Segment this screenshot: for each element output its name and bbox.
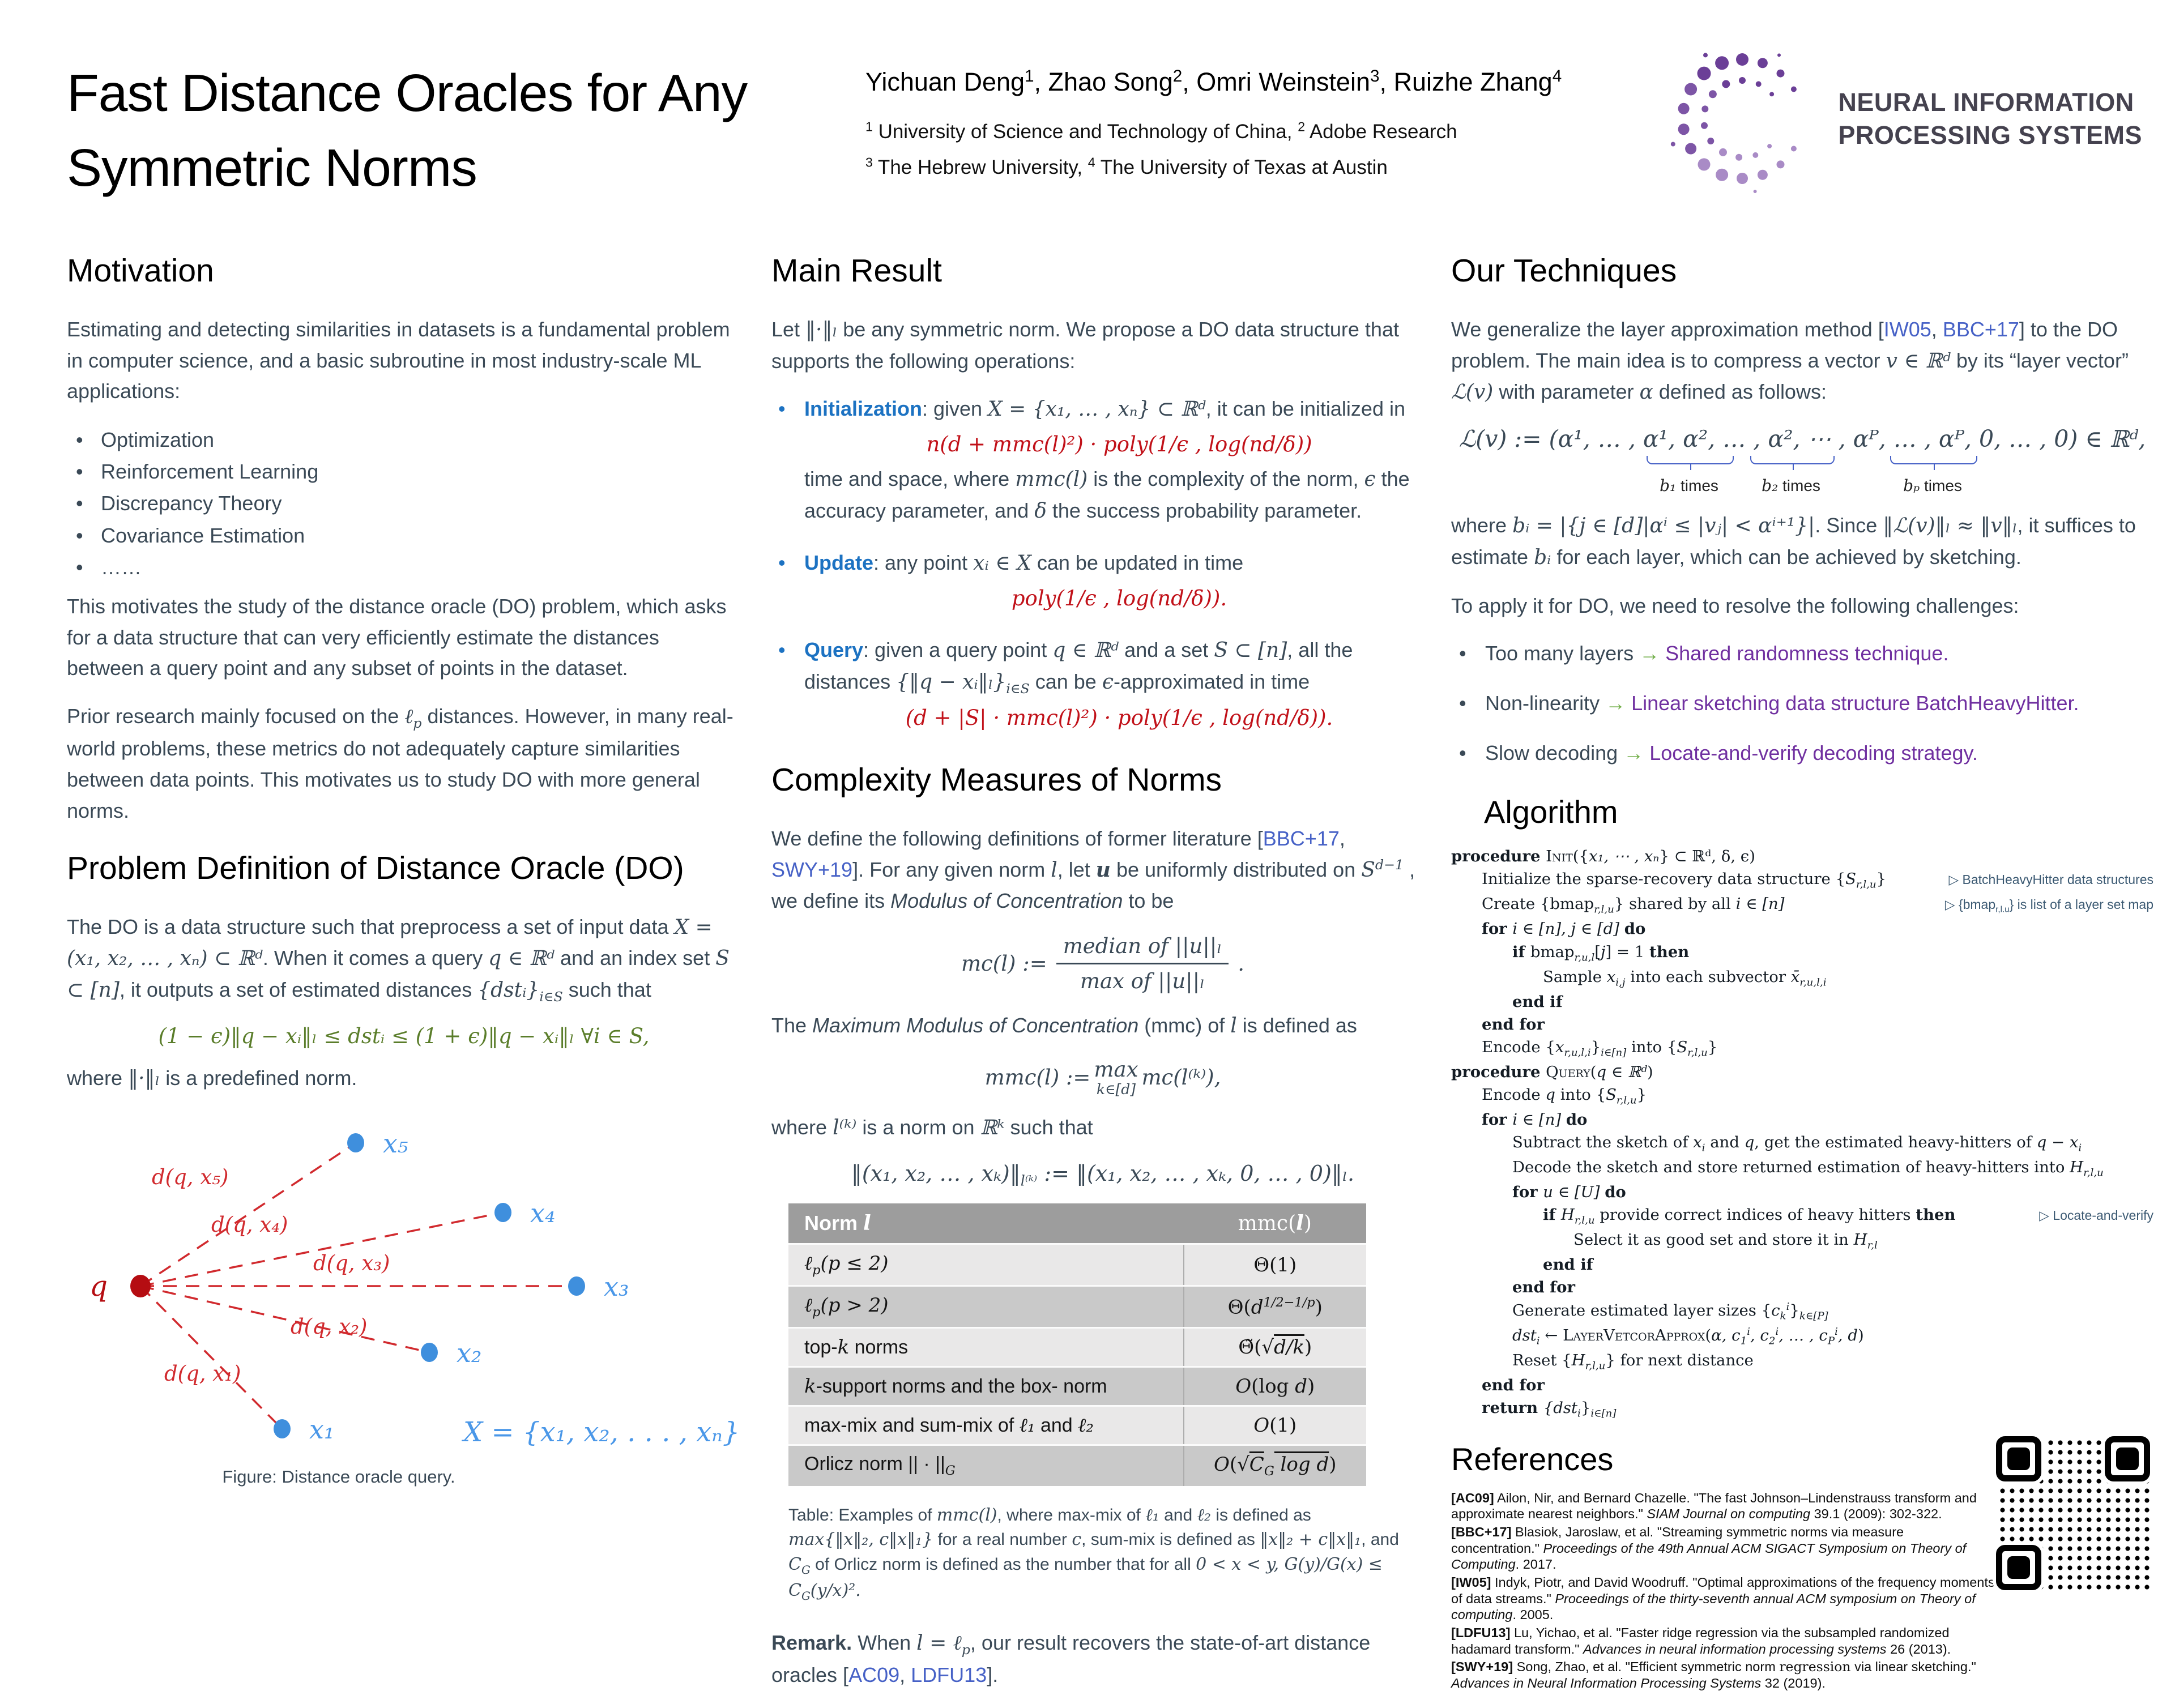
algorithm-line: end for: [1512, 1278, 1575, 1297]
mc-fraction-equation: [771, 934, 1434, 993]
poster-title-line2: Symmetric Norms: [67, 138, 477, 198]
underbrace-label-bp: bₚ times: [1903, 476, 1962, 496]
data-point-x2: [421, 1343, 438, 1362]
update-text: Update: any point xᵢ ∈ X can be updated in time: [804, 550, 1244, 575]
mmc-lhs: mmc(l) :=: [984, 1065, 1091, 1090]
underbrace-bp: [1890, 456, 1977, 464]
algorithm-line: procedure Query(q ∈ ℝᵈ): [1451, 1062, 1653, 1081]
citation-link[interactable]: SWY+19: [771, 857, 853, 881]
norm-cell: k-support norms and the box- norm: [788, 1367, 1184, 1406]
problem-definition-paragraph: The DO is a data structure such that preprocess a set of input data X = (x₁, x₂, … , xₙ) ⊂ ℝᵈ. When it comes a query q ∈ ℝᵈ and an index set S ⊂ [n], it outputs a set of estimated distances $\{dstᵢ\}_{i\in S}$ such that: [67, 915, 730, 1005]
complexity-heading: Complexity Measures of Norms: [771, 762, 1222, 799]
references-heading: References: [1451, 1441, 1614, 1477]
neurips-logo-icon: [1654, 34, 1830, 204]
update-cost-formula: poly(1/ϵ , log(nd/δ)).: [1011, 586, 1227, 610]
mc-numerator: median of ||u||ₗ: [1056, 934, 1229, 964]
table-row: [788, 1327, 1366, 1367]
citation-link[interactable]: AC09: [848, 1663, 900, 1687]
algorithm-line: return $\{dst_i\}_{i\in[n]}$: [1482, 1398, 1617, 1420]
algorithm-line: Initialize the sparse-recovery data structure $\{S_{r,l,u}\}$ ▷ BatchHeavyHitter data structures: [1482, 870, 2153, 891]
complexity-paragraph-1: We define the following definitions of former literature [BBC+17, SWY+19]. For any given norm l, let u be uniformly distributed on $S^{d-1}$ , we define its Modulus of Concentration to be: [771, 827, 1415, 913]
query-cost-formula: (d + |S| · mmc(l)²) · poly(1/ϵ , log(nd/δ)).: [905, 705, 1333, 730]
logo-line1: NEURAL INFORMATION: [1838, 88, 2134, 117]
distance-label-x3: d(q, x₃): [313, 1251, 390, 1275]
max-operator: [1094, 1059, 1138, 1096]
algorithm-comment: ▷ {bmap$_{r,l.u}$} is list of a layer set map: [1944, 897, 2153, 915]
algorithm-line: Decode the sketch and store returned estimation of heavy-hitters into $H_{r,l,u}$: [1512, 1158, 2104, 1179]
challenges-list: [1451, 638, 2153, 768]
motivation-paragraph-3: Prior research mainly focused on the ℓ$_p$ distances. However, in many real-world problems, these metrics do not adequately capture similarities between data points. This motivates us to study DO with more general norms.: [67, 704, 733, 822]
techniques-paragraph-2: where bᵢ = |{j ∈ [d]|αⁱ ≤ |vⱼ| < αⁱ⁺¹}|. Since ‖ℒ(v)‖ₗ ≈ ‖v‖ₗ, it suffices to estimate bᵢ for each layer, which can be achieved by sketching.: [1451, 514, 2136, 569]
mmc-cell: O(1): [1184, 1406, 1366, 1445]
algorithm-line: for i ∈ [n] do: [1482, 1111, 1588, 1129]
algorithm-comment: ▷ BatchHeavyHitter data structures: [1948, 872, 2153, 887]
reference-item: [SWY+19] Song, Zhao, et al. "Efficient symmetric norm regression via linear sketching." Advances in Neural Information Processing Systems 32 (2019).: [1451, 1659, 1976, 1690]
list-item: • Discrepancy Theory: [67, 488, 741, 519]
problem-definition-closing: where ‖·‖ₗ is a predefined norm.: [67, 1066, 357, 1091]
list-item: • Optimization: [67, 424, 741, 456]
algorithm-line: Encode q into $\{S_{r,l,u}\}$: [1482, 1086, 1647, 1107]
query-point: [130, 1275, 151, 1297]
left-column: [67, 252, 741, 1487]
mmc-rhs: mc(l⁽ᵏ⁾),: [1141, 1065, 1221, 1090]
distance-label-x4: d(q, x₄): [211, 1212, 288, 1237]
techniques-paragraph-3: To apply it for DO, we need to resolve the following challenges:: [1451, 593, 2019, 617]
mc-denominator: max of ||u||ₗ: [1080, 969, 1205, 994]
algorithm-line: Encode $\{x_{r,u,l,i}\}_{i\in[n]}$ into $\{S_{r,l,u}\}$: [1482, 1037, 1718, 1059]
table-header-norm: Norm l: [788, 1203, 1184, 1244]
mmc-cell: Θ̃(√d/k): [1184, 1327, 1366, 1367]
motivation-paragraph-2: This motivates the study of the distance oracle (DO) problem, which asks for a data structure that can very efficiently estimate the distances between a query point and any subset of points in the dataset.: [67, 594, 727, 680]
citation-link[interactable]: LDFU13: [911, 1663, 987, 1687]
table-header-mmc: mmc(l): [1184, 1203, 1366, 1244]
algorithm-line: for u ∈ [U] do: [1512, 1183, 1626, 1202]
challenge-item: • Non-linearity → Linear sketching data structure BatchHeavyHitter.: [1451, 688, 2153, 719]
point-label-x1: x₁: [309, 1414, 335, 1445]
algorithm-line: Reset $\{H_{r,l,u}\}$ for next distance: [1512, 1351, 1754, 1372]
complexity-paragraph-3: where l⁽ᵏ⁾ is a norm on ℝᵏ such that: [771, 1115, 1093, 1139]
mmc-equation: [771, 1059, 1434, 1096]
algorithm-pseudocode: [1451, 845, 2153, 1421]
qr-code: [1996, 1436, 2150, 1590]
table-row: [788, 1244, 1366, 1286]
distance-oracle-figure: [67, 1112, 741, 1487]
mc-fraction: [1056, 934, 1229, 993]
norm-cell: ℓ$_p$(p ≤ 2): [788, 1244, 1184, 1286]
citation-link[interactable]: BBC+17: [1942, 318, 2019, 341]
main-result-intro: Let ‖·‖ₗ be any symmetric norm. We propose a DO data structure that supports the following operations:: [771, 318, 1399, 373]
initialization-tail: time and space, where mmc(l) is the complexity of the norm, ϵ the accuracy parameter, and δ the success probability parameter.: [804, 467, 1410, 523]
table-row: [788, 1286, 1366, 1328]
algorithm-line: Sample $x_{i,j}$ into each subvector $x̄_{r,u,l,i}$: [1543, 967, 1827, 989]
challenge-item: • Slow decoding → Locate-and-verify decoding strategy.: [1451, 738, 2153, 768]
max-subscript: k∈[d]: [1096, 1081, 1136, 1098]
algorithm-line: for i ∈ [n], j ∈ [d] do: [1482, 920, 1646, 938]
reference-item: [BBC+17] Blasiok, Jaroslaw, et al. "Streaming symmetric norms via measure concentration." Proceedings of the 49th Annual ACM SIGACT Symposium on Theory of Computing. 2017.: [1451, 1525, 1967, 1572]
algorithm-comment: ▷ Locate-and-verify: [2039, 1208, 2153, 1223]
distance-label-x1: d(q, x₁): [164, 1361, 241, 1386]
algorithm-line: Create {bmap$_{r,l,u}$} shared by all i ∈ [n] ▷ {bmap$_{r,l.u}$} is list of a layer set map: [1482, 895, 2153, 916]
algorithm-line: end if: [1512, 992, 1563, 1011]
mmc-cell: $O(√C_G$ log d): [1184, 1445, 1366, 1485]
algorithm-line: end for: [1482, 1015, 1545, 1034]
list-item: • Covariance Estimation: [67, 520, 741, 552]
underbrace-b1: [1647, 456, 1734, 464]
table-row: [788, 1445, 1366, 1485]
neurips-logo: [1654, 34, 2142, 204]
mmc-cell: O(log d): [1184, 1367, 1366, 1406]
norm-cell: ℓ$_p$(p > 2): [788, 1286, 1184, 1328]
authors-line: Yichuan Deng$^1$, Zhao Song$^2$, Omri Weinstein$^3$, Ruizhe Zhang$^4$: [865, 67, 1562, 96]
approximation-guarantee-equation: (1 − ϵ)‖q − xᵢ‖ₗ ≤ dstᵢ ≤ (1 + ϵ)‖q − xᵢ‖ₗ ∀i ∈ S,: [158, 1024, 650, 1049]
poster-title-line1: Fast Distance Oracles for Any: [67, 63, 748, 122]
bullet-update: [771, 548, 1434, 614]
restricted-norm-equation: ‖(x₁, x₂, … , $x_k)‖_{l^(ᵏ^)}$ := ‖(x₁, x₂, … , xₖ, 0, … , 0)‖ₗ.: [851, 1160, 1355, 1189]
norm-table: [788, 1203, 1366, 1485]
problem-definition-heading: Problem Definition of Distance Oracle (DO): [67, 849, 684, 886]
layer-vector-equation: ℒ(v) := (α¹, … , α¹, α², … , α², ⋯ , αᴾ, … , αᴾ, 0, … , 0) ∈ ℝᵈ,: [1458, 425, 2146, 453]
techniques-paragraph-1: We generalize the layer approximation method [IW05, BBC+17] to the DO problem. The main idea is to compress a vector v ∈ ℝᵈ by its “layer vector” ℒ(v) with parameter α defined as follows:: [1451, 318, 2129, 404]
data-point-x1: [274, 1419, 291, 1438]
reference-item: [LDFU13] Lu, Yichao, et al. "Faster ridge regression via the subsampled randomized hadamard transform." Advances in neural information processing systems 26 (2013).: [1451, 1625, 1951, 1656]
figure-caption: Figure: Distance oracle query.: [222, 1467, 455, 1487]
main-result-heading: Main Result: [771, 253, 942, 289]
mc-period: .: [1238, 951, 1245, 976]
citation-link[interactable]: IW05: [1883, 318, 1931, 341]
motivation-heading: Motivation: [67, 253, 214, 289]
middle-column: [771, 252, 1434, 1708]
dataset-formula: X = {x₁, x₂, . . . , xₙ}: [463, 1416, 740, 1448]
logo-line2: PROCESSING SYSTEMS: [1838, 121, 2142, 150]
table-row: [788, 1367, 1366, 1406]
bullet-initialization: [771, 394, 1434, 527]
our-techniques-heading: Our Techniques: [1451, 253, 1677, 289]
poster-title: [67, 55, 747, 205]
underbrace-row: [1451, 452, 2153, 505]
point-label-x3: x₃: [604, 1271, 629, 1302]
list-item: • ……: [67, 552, 741, 583]
mmc-cell: Θ(1): [1184, 1244, 1366, 1286]
neurips-logo-text: [1838, 86, 2142, 151]
figure-canvas: [67, 1112, 740, 1463]
data-point-x5: [347, 1133, 364, 1152]
algorithm-line: if $H_{r,l,u}$ provide correct indices of heavy hitters then ▷ Locate-and-verify: [1543, 1206, 2153, 1227]
algorithm-line: end for: [1482, 1376, 1545, 1394]
references-list: [1451, 1490, 1995, 1692]
query-label: q: [89, 1270, 108, 1303]
underbrace-label-b1: b₁ times: [1660, 476, 1718, 496]
norm-table-body: [788, 1244, 1366, 1486]
table-caption: Table: Examples of mmc(l), where max-mix of ℓ₁ and ℓ₂ is defined as max{‖x‖₂, c‖x‖₁} for a real number c, sum-mix is defined as ‖x‖₂ + c‖x‖₁, and $C_G$ of Orlicz norm is defined as the number that for all 0 < x < y, $G(y)/G(x) \le C_G(y/x)^2$.: [788, 1505, 1399, 1603]
data-point-x4: [494, 1203, 511, 1222]
initialization-text: Initialization: given X = {x₁, … , xₙ} ⊂ ℝᵈ, it can be initialized in: [804, 397, 1405, 421]
author-block: [865, 67, 1562, 185]
norm-cell: top-k norms: [788, 1327, 1184, 1367]
underbrace-b2: [1750, 456, 1835, 464]
challenge-item: • Too many layers → Shared randomness technique.: [1451, 638, 2153, 669]
citation-link[interactable]: BBC+17: [1263, 827, 1340, 851]
reference-item: [AC09] Ailon, Nir, and Bernard Chazelle. "The fast Johnson–Lindenstrauss transform and approximate nearest neighbors." SIAM Journal on computing 39.1 (2009): 302-322.: [1451, 1490, 1977, 1522]
reference-item: [IW05] Indyk, Piotr, and David Woodruff. "Optimal approximations of the frequency moments of data streams." Proceedings of the thirty-seventh annual ACM symposium on Theory of computing. 2005.: [1451, 1575, 1995, 1622]
motivation-paragraph-1: Estimating and detecting similarities in datasets is a fundamental problem in computer science, and a basic subroutine in most industry-scale ML applications:: [67, 318, 730, 403]
qr-finder-bottom-left: [1996, 1545, 2041, 1590]
remark-paragraph: Remark. When l = ℓ$_p$, our result recovers the state-of-art distance oracles [AC09, LDFU13].: [771, 1631, 1371, 1687]
algorithm-line: end if: [1543, 1256, 1593, 1274]
motivation-list: [67, 424, 741, 583]
point-label-x5: x₅: [383, 1128, 408, 1159]
algorithm-line: Select it as good set and store it in $H_{r,l}$: [1573, 1231, 1878, 1252]
point-label-x4: x₄: [530, 1198, 556, 1228]
table-row: [788, 1406, 1366, 1445]
norm-cell: max-mix and sum-mix of ℓ₁ and ℓ₂: [788, 1406, 1184, 1445]
algorithm-line: if bmap$_{r,u,l}$[j] = 1 then: [1512, 942, 1690, 964]
data-point-x3: [568, 1276, 585, 1296]
algorithm-line: Generate estimated layer sizes $\{c_k^i\}_{k\in[P]}$: [1512, 1300, 1828, 1322]
max-word: max: [1094, 1057, 1138, 1082]
algorithm-line: Subtract the sketch of $x_i$ and q, get the estimated heavy-hitters of $q - x_i$: [1512, 1133, 2082, 1154]
qr-finder-top-left: [1996, 1436, 2041, 1481]
mmc-cell: $\Theta(d^{1/2-1/p})$: [1184, 1286, 1366, 1328]
distance-label-x2: d(q, x₂): [291, 1314, 368, 1339]
qr-finder-top-right: [2105, 1436, 2150, 1481]
complexity-paragraph-2: The Maximum Modulus of Concentration (mmc) of l is defined as: [771, 1014, 1357, 1038]
algorithm-line: procedure Init({x₁, ⋯ , xₙ} ⊂ ℝᵈ, δ, ϵ): [1451, 847, 1755, 866]
distance-label-x5: d(q, x₅): [152, 1165, 229, 1189]
algorithm-heading: Algorithm: [1484, 794, 1618, 830]
mc-lhs: mc(l) :=: [961, 951, 1047, 976]
norm-cell: Orlicz norm || · $||_G$: [788, 1445, 1184, 1485]
affiliation-line-1: $^1$ University of Science and Technology of China, $^2$ Adobe Research: [865, 119, 1457, 143]
query-text: Query: given a query point q ∈ ℝᵈ and a set S ⊂ [n], all the distances {‖q − $xᵢ‖_l\}_{i\in S}$ can be ϵ-approximated in time: [804, 638, 1353, 697]
affiliation-line-2: $^3$ The Hebrew University, $^4$ The University of Texas at Austin: [865, 155, 1388, 178]
underbrace-label-b2: b₂ times: [1762, 476, 1820, 496]
algorithm-line: dst$_i$ ← LayerVetcorApprox(α, $c_1^i$, $c_2^i$, … , $c_P^i$, d): [1512, 1325, 1864, 1347]
point-label-x2: x₂: [457, 1338, 482, 1368]
initialization-cost-formula: n(d + mmc(l)²) · poly(1/ϵ , log(nd/δ)): [926, 432, 1312, 457]
bullet-query: [771, 635, 1434, 734]
list-item: • Reinforcement Learning: [67, 456, 741, 488]
